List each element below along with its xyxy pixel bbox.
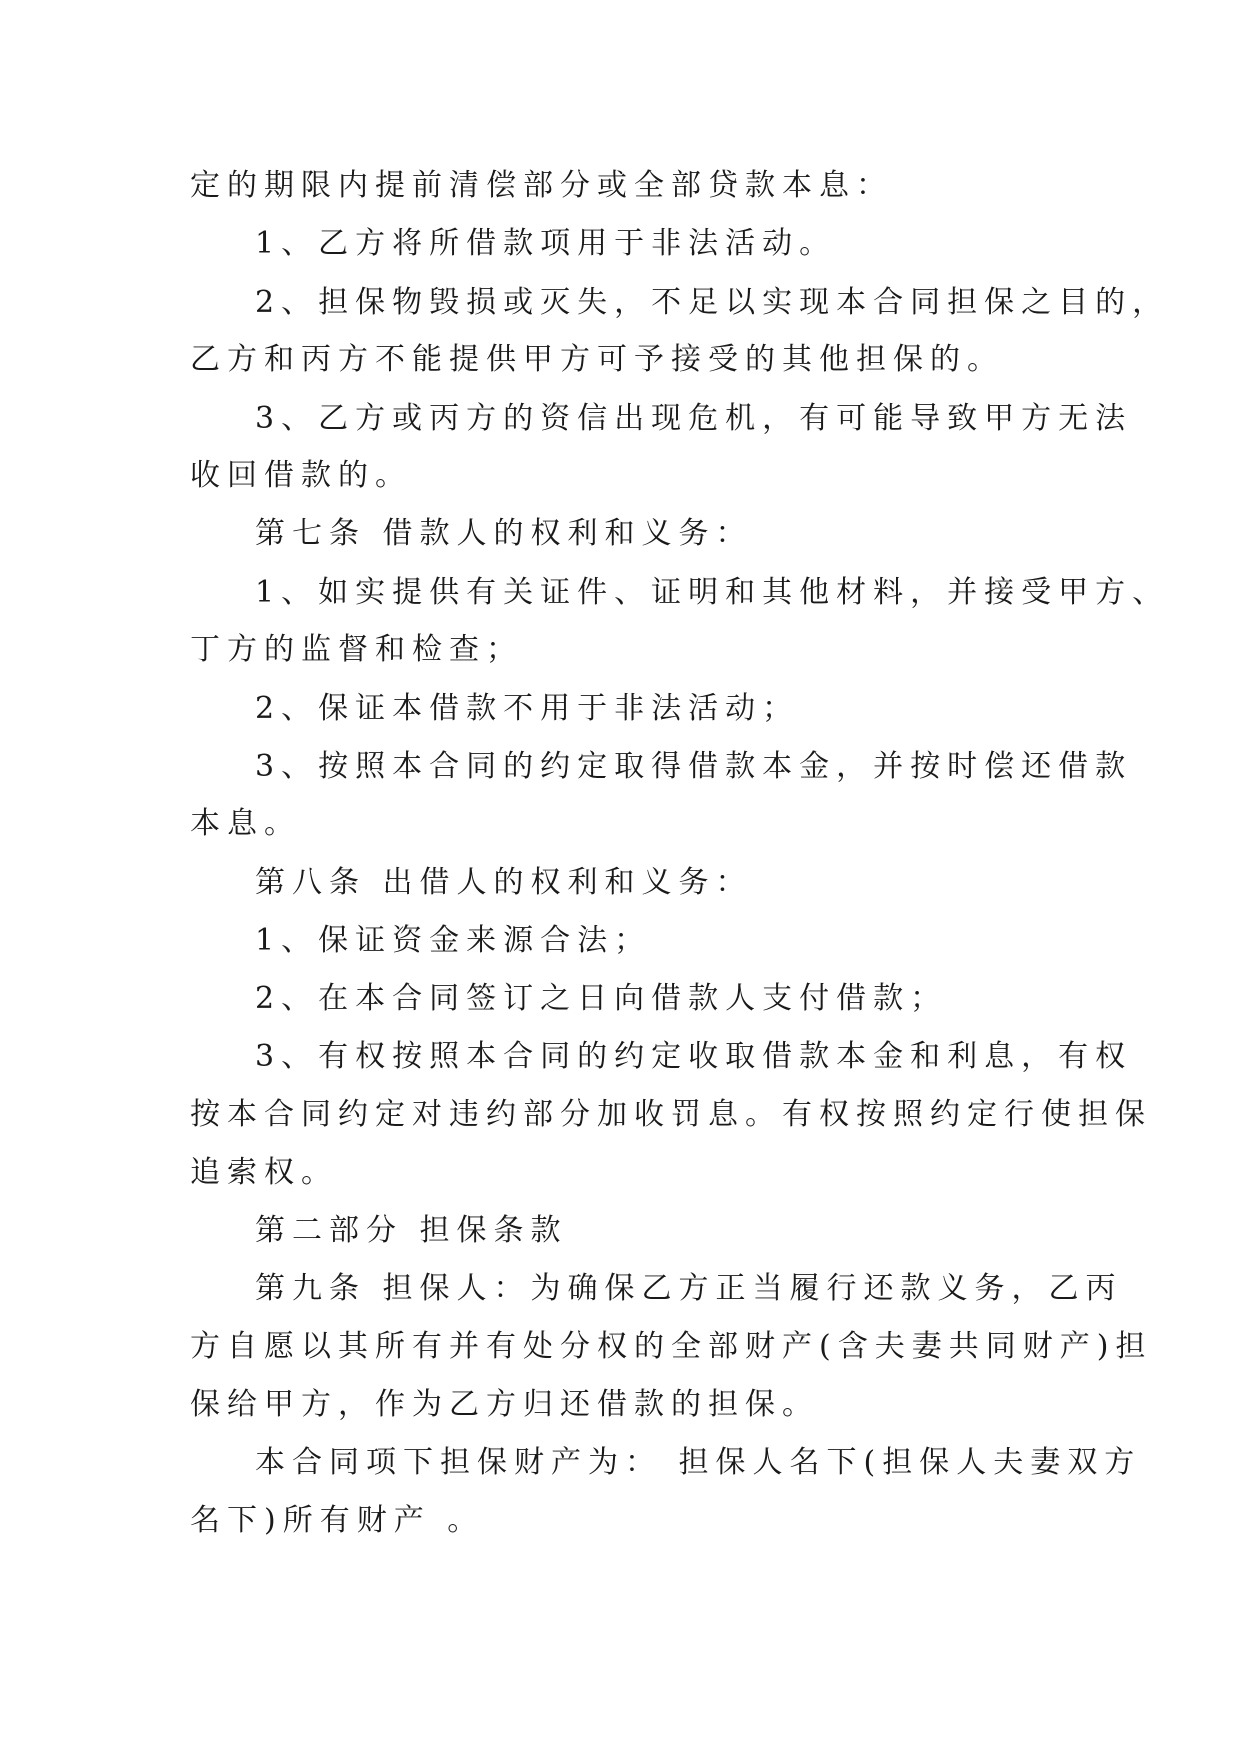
text-line: 定的期限内提前清偿部分或全部贷款本息： (190, 168, 893, 203)
text-line: 追索权。 (190, 1155, 338, 1190)
text-line: 3、有权按照本合同的约定收取借款本金和利息，有权 (255, 1039, 1133, 1074)
text-line: 名下)所有财产 。 (190, 1503, 485, 1538)
text-line: 本息。 (190, 806, 301, 841)
text-line: 2、在本合同签订之日向借款人支付借款； (255, 981, 948, 1016)
text-line: 1、乙方将所借款项用于非法活动。 (255, 226, 837, 261)
text-line: 1、如实提供有关证件、证明和其他材料，并接受甲方、 (255, 575, 1170, 610)
part-heading: 第二部分 担保条款 (255, 1213, 568, 1248)
section-heading: 第九条 担保人：为确保乙方正当履行还款义务，乙丙 (255, 1271, 1123, 1306)
text-line: 1、保证资金来源合法； (255, 923, 652, 958)
section-heading: 第八条 出借人的权利和义务： (255, 865, 753, 900)
text-line: 乙方和丙方不能提供甲方可予接受的其他担保的。 (190, 342, 1004, 377)
text-line: 本合同项下担保财产为： 担保人名下(担保人夫妻双方 (255, 1445, 1142, 1480)
text-line: 按本合同约定对违约部分加收罚息。有权按照约定行使担保 (190, 1097, 1152, 1132)
text-line: 2、担保物毁损或灭失，不足以实现本合同担保之目的， (255, 285, 1170, 320)
section-heading: 第七条 借款人的权利和义务： (255, 516, 753, 551)
text-line: 2、保证本借款不用于非法活动； (255, 691, 800, 726)
text-line: 收回借款的。 (190, 458, 412, 493)
text-line: 保给甲方，作为乙方归还借款的担保。 (190, 1387, 819, 1422)
text-line: 3、乙方或丙方的资信出现危机，有可能导致甲方无法 (255, 401, 1133, 436)
text-line: 丁方的监督和检查； (190, 632, 523, 667)
text-line: 方自愿以其所有并有处分权的全部财产(含夫妻共同财产)担 (190, 1329, 1153, 1364)
text-line: 3、按照本合同的约定取得借款本金，并按时偿还借款 (255, 749, 1133, 784)
